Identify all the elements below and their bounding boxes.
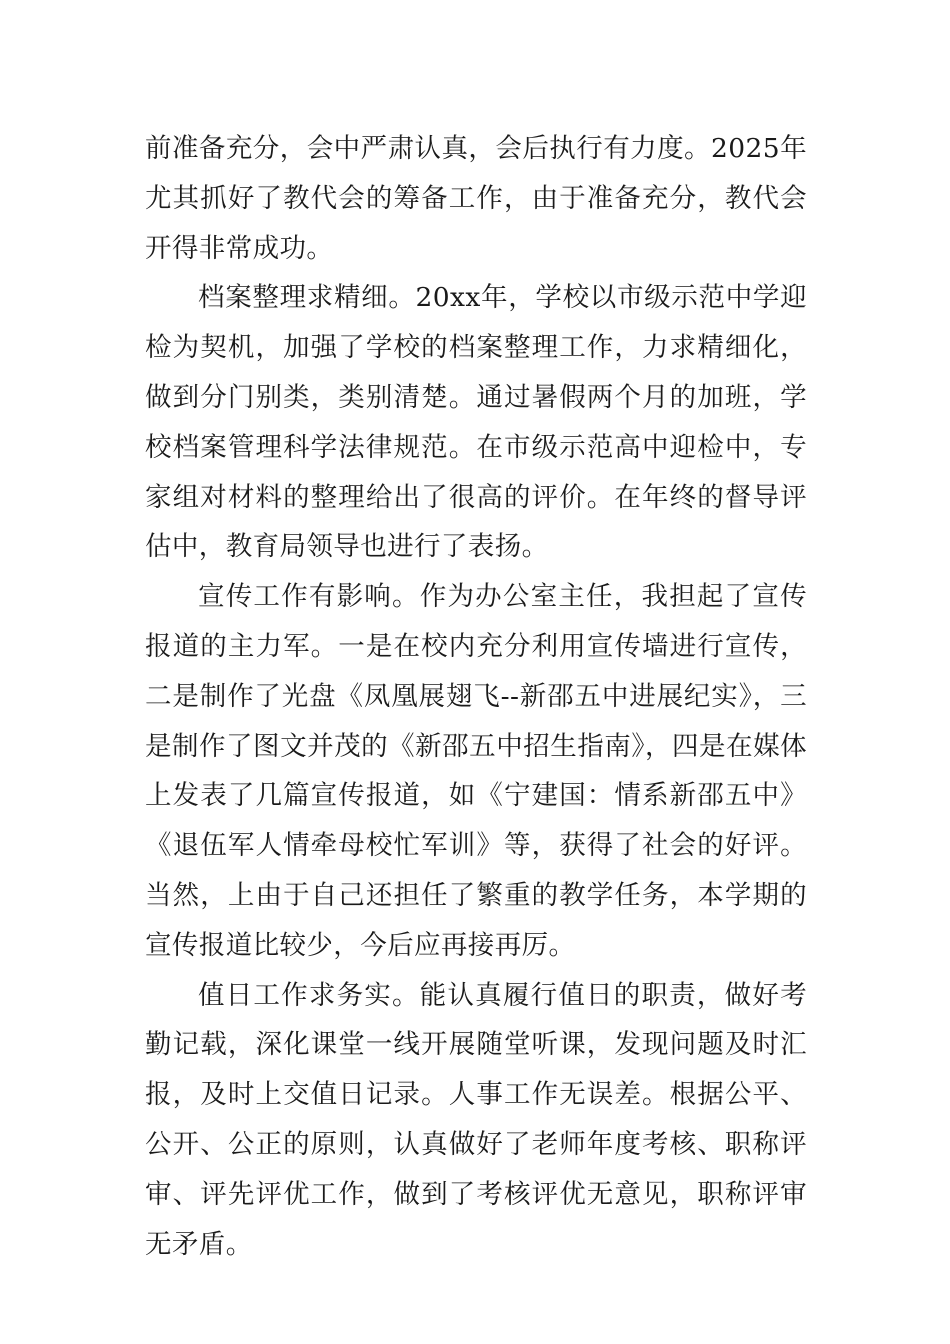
paragraph-meeting-work: 前准备充分，会中严肃认真，会后执行有力度。2025年尤其抓好了教代会的筹备工作，由于准备充分，教代会开得非常成功。 [145, 133, 807, 264]
document-body [145, 124, 807, 1269]
paragraph-duty-and-personnel: 值日工作求务实。能认真履行值日的职责，做好考勤记载，深化课堂一线开展随堂听课，发现问题及时汇报，及时上交值日记录。人事工作无误差。根据公平、公开、公正的原则，认真做好了老师年度考核、职称评审、评先评优工作，做到了考核评优无意见，职称评审无矛盾。 [145, 979, 807, 1260]
paragraph-archive-management: 档案整理求精细。20xx年，学校以市级示范中学迎检为契机，加强了学校的档案整理工作，力求精细化，做到分门别类，类别清楚。通过暑假两个月的加班，学校档案管理科学法律规范。在市级示范高中迎检中，专家组对材料的整理给出了很高的评价。在年终的督导评估中，教育局领导也进行了表扬。 [145, 282, 807, 563]
paragraph-publicity-work: 宣传工作有影响。作为办公室主任，我担起了宣传报道的主力军。一是在校内充分利用宣传墙进行宣传，二是制作了光盘《凤凰展翅飞--新邵五中进展纪实》，三是制作了图文并茂的《新邵五中招生指南》，四是在媒体上发表了几篇宣传报道，如《宁建国：情系新邵五中》《退伍军人情牵母校忙军训》等，获得了社会的好评。当然，上由于自己还担任了繁重的教学任务，本学期的宣传报道比较少，今后应再接再厉。 [145, 581, 807, 961]
